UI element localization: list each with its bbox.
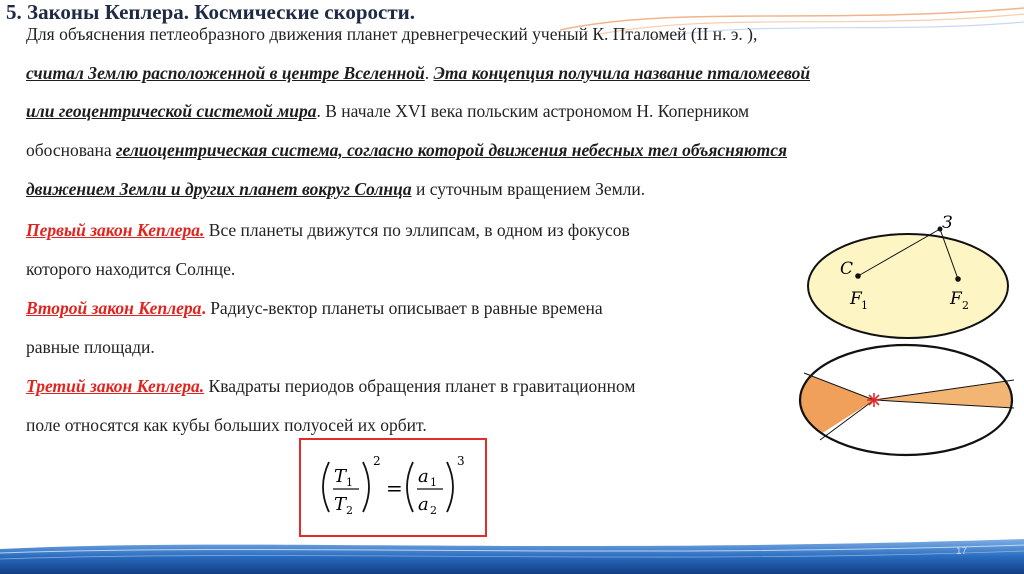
paragraph-line-2: считал Землю расположенной в центре Вселенной. Эта концепция получила название пталомеевой (26, 63, 811, 83)
law1-heading: Первый закон Кеплера. (26, 220, 205, 240)
formula-graphic (301, 440, 485, 535)
focus-f2-point (955, 276, 961, 282)
geocentric-emphasis: считал Землю расположенной в центре Вселенной (26, 63, 425, 83)
paragraph-line-3: или геоцентрической системой мира. В начале XVI века польским астрономом Н. Коперником (26, 101, 750, 121)
left-exponent: 2 (373, 454, 381, 468)
earth-motion-emphasis: движением Земли и других планет вокруг Солнца (26, 179, 412, 199)
ellipse-foci-diagram (802, 214, 1014, 342)
law1-line-2: которого находится Солнце. (26, 259, 236, 279)
a2-base: a (418, 494, 429, 515)
footer-decoration (0, 535, 1024, 574)
a1-sub: 1 (430, 476, 437, 489)
sun-star-icon (867, 393, 881, 407)
law2-line-2: равные площади. (26, 337, 155, 357)
left-paren-open (323, 462, 329, 512)
law3-heading: Третий закон Кеплера. (26, 376, 205, 396)
right-paren-open (407, 462, 413, 512)
law2-line-1: Второй закон Кеплера. Радиус-вектор планеты описывает в равные времена (26, 298, 603, 318)
concept-emphasis: Эта концепция получила название пталомеевой (433, 63, 811, 83)
page-number: 17 (956, 546, 968, 557)
label-f1-sub: 1 (861, 299, 868, 312)
orbit-ellipse (808, 234, 1008, 338)
t2-sub: 2 (346, 504, 353, 517)
law2-heading: Второй закон Кеплера (26, 298, 202, 318)
equal-areas-diagram (796, 340, 1018, 460)
heliocentric-emphasis: гелиоцентрическая система, согласно которой движения небесных тел объясняются (116, 140, 788, 160)
focus-f1-point (855, 273, 861, 279)
label-f2: F (950, 289, 962, 309)
left-paren-close (363, 462, 369, 512)
paragraph-line-5: движением Земли и других планет вокруг Солнца и суточным вращением Земли. (26, 179, 646, 199)
a2-sub: 2 (430, 504, 437, 517)
a1-base: a (418, 466, 429, 487)
t2-base: T (334, 494, 347, 515)
paragraph-line-1: Для объяснения петлеобразного движения планет древнегреческий ученый К. Пталомей (II н. э. ), (26, 24, 758, 44)
law3-line-1: Третий закон Кеплера. Квадраты периодов обращения планет в гравитационном (26, 376, 636, 396)
law1-line-1: Первый закон Кеплера. Все планеты движутся по эллипсам, в одном из фокусов (26, 220, 630, 240)
geocentric-system-emphasis: или геоцентрической системой мира (26, 101, 317, 121)
equals-sign: = (386, 476, 403, 500)
right-paren-close (447, 462, 453, 512)
law3-line-2: поле относятся как кубы больших полуосей их орбит. (26, 415, 427, 435)
label-f1: F (850, 289, 862, 309)
label-planet: З (942, 214, 953, 233)
right-exponent: 3 (457, 454, 465, 468)
label-f2-sub: 2 (962, 299, 969, 312)
kepler-third-law-formula (299, 438, 487, 537)
label-c: С (840, 259, 854, 279)
page-title: 5. Законы Кеплера. Космические скорости. (6, 0, 416, 24)
t1-sub: 1 (346, 476, 353, 489)
paragraph-line-4: обоснована гелиоцентрическая система, согласно которой движения небесных тел объясняются (26, 140, 788, 160)
t1-base: T (334, 466, 347, 487)
